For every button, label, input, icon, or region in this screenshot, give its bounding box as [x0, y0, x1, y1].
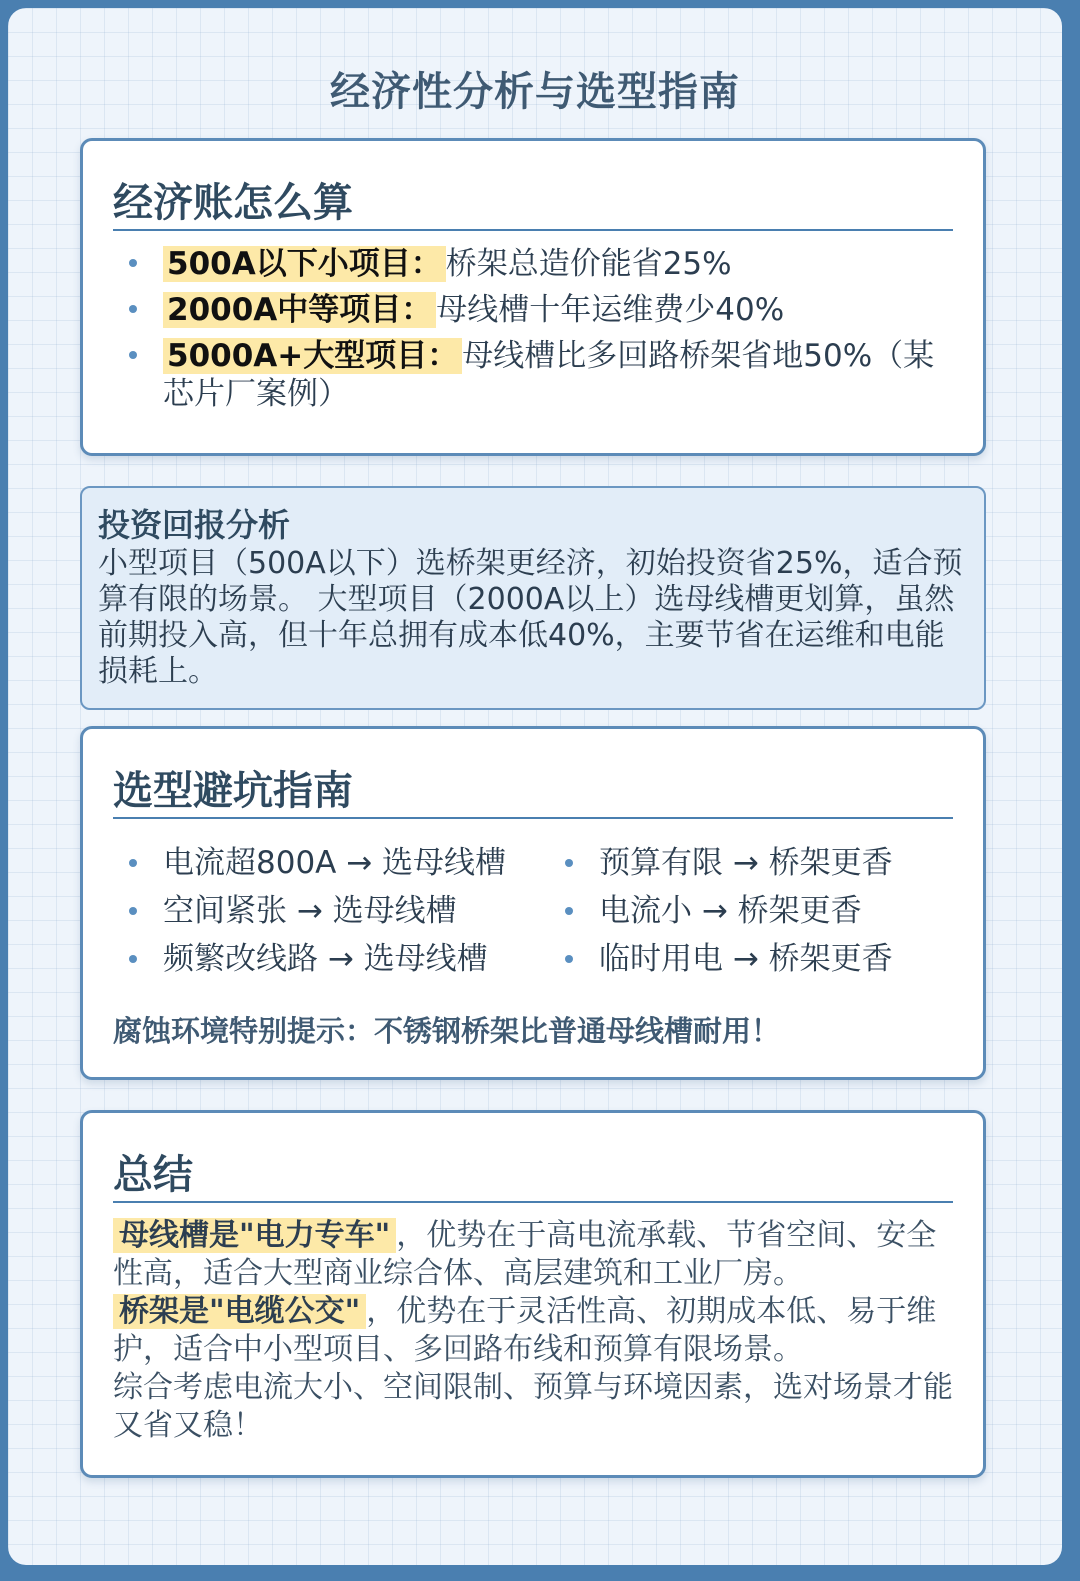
conclusion-text: 综合考虑电流大小、空间限制、预算与环境因素，选对场景才能又省又稳！ [113, 1370, 953, 1443]
summary-text [113, 1217, 953, 1445]
bullet-icon [129, 351, 137, 359]
bullet-icon [565, 955, 573, 963]
bullet-icon [129, 955, 137, 963]
list-item [123, 337, 953, 413]
bullet-icon [565, 907, 573, 915]
busway-label: 母线槽是"电力专车" [113, 1218, 396, 1253]
guide-card [80, 726, 986, 1080]
roi-body: 小型项目（500A以下）选桥架更经济，初始投资省25%，适合预算有限的场景。 大型项目（2000A以上）选母线槽更划算，虽然前期投入高，但十年总拥有成本低40%，主要节省在运维和电能损耗上。 [98, 546, 963, 689]
list-item: 预算有限 → 桥架更香 [559, 839, 979, 887]
item-text: 母线槽十年运维费少40% [436, 292, 785, 328]
list-item: 频繁改线路 → 选母线槽 [123, 935, 543, 983]
list-item: 电流超800A → 选母线槽 [123, 839, 543, 887]
guide-left-column [123, 839, 543, 983]
item-label: 2000A中等项目： [163, 292, 436, 328]
economy-heading: 经济账怎么算 [113, 180, 353, 226]
list-item: 电流小 → 桥架更香 [559, 887, 979, 935]
list-item [123, 291, 953, 329]
guide-right-column [559, 839, 979, 983]
corrosion-tip: 腐蚀环境特别提示：不锈钢桥架比普通母线槽耐用！ [113, 1014, 781, 1048]
bullet-icon [129, 259, 137, 267]
bullet-icon [565, 859, 573, 867]
roi-heading: 投资回报分析 [98, 506, 291, 544]
page-title: 经济性分析与选型指南 [330, 69, 740, 115]
busway-text: ，优势在于高电流承载、节省空间、安全性高，适合大型商业综合体、高层建筑和工业厂房。 [113, 1218, 937, 1291]
summary-divider [113, 1201, 953, 1203]
summary-heading: 总结 [113, 1152, 193, 1198]
item-text: 桥架总造价能省25% [445, 246, 732, 282]
economy-card [80, 138, 986, 456]
item-label: 5000A+大型项目： [163, 338, 462, 374]
tray-text: ，优势在于灵活性高、初期成本低、易于维护，适合中小型项目、多回路布线和预算有限场景。 [113, 1294, 937, 1367]
list-item: 临时用电 → 桥架更香 [559, 935, 979, 983]
roi-box [80, 486, 986, 710]
item-label: 500A以下小项目： [163, 246, 446, 282]
tray-label: 桥架是"电缆公交" [113, 1294, 366, 1329]
economy-divider [113, 229, 953, 231]
bullet-icon [129, 859, 137, 867]
summary-card [80, 1110, 986, 1478]
economy-list [123, 245, 953, 413]
guide-divider [113, 817, 953, 819]
item-text: 母线槽比多回路桥架省地50%（某芯片厂案例） [163, 338, 935, 412]
page-frame [8, 8, 1062, 1565]
list-item [123, 245, 953, 283]
guide-heading: 选型避坑指南 [113, 768, 353, 814]
bullet-icon [129, 305, 137, 313]
bullet-icon [129, 907, 137, 915]
list-item: 空间紧张 → 选母线槽 [123, 887, 543, 935]
